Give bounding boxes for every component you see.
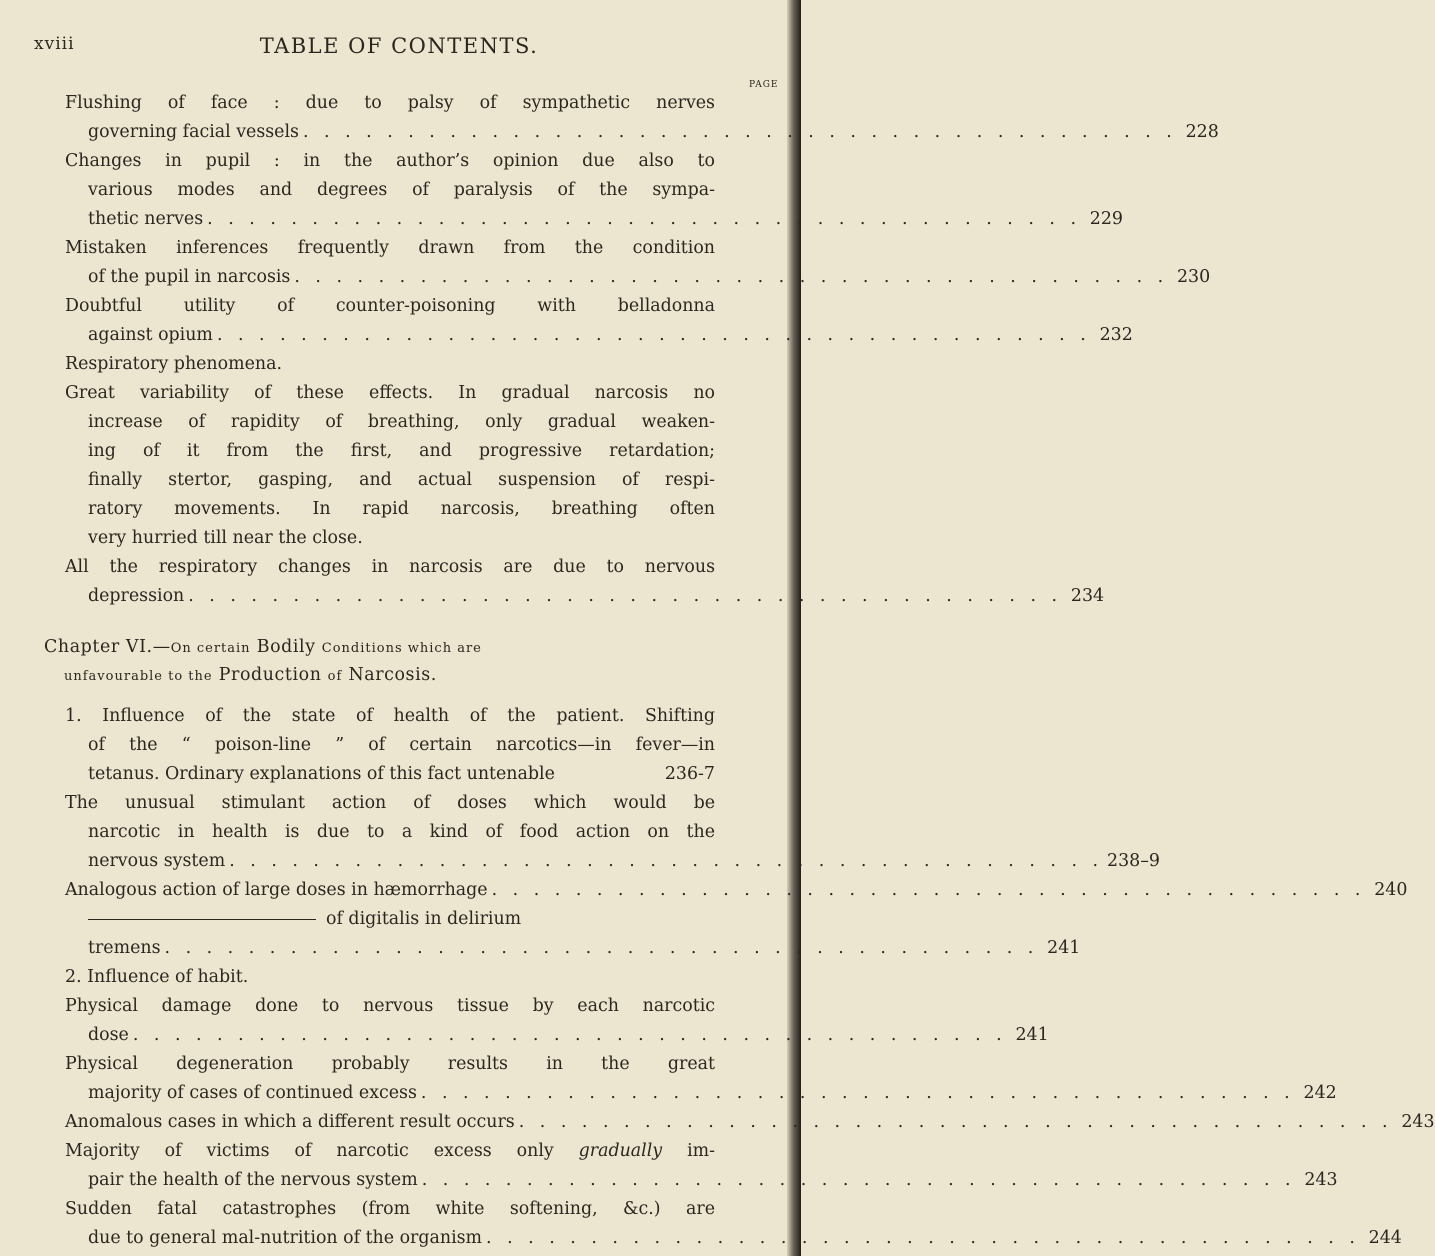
page-edge-shadow (787, 0, 801, 1256)
toc-entry-text: very hurried till near the close. (88, 528, 363, 548)
toc-entry[interactable]: pair the health of the nervous system . . . . . . . . . . . . . . . . . . . . . . . . . . . . . . . . . . . . . . . . . . 243 (88, 1165, 715, 1195)
toc-entry-text: 1. Influence of the state of health of the patient. Shifting (65, 706, 715, 726)
toc-entry-text: Majority of victims of narcotic excess only gradually im- (65, 1141, 716, 1161)
page-column-label: PAGE (749, 80, 779, 90)
toc-entry[interactable]: governing facial vessels . . . . . . . . . . . . . . . . . . . . . . . . . . . . . . . . . . . . . . . . . . 228 (88, 117, 715, 147)
toc-entry-text: Great variability of these effects. In gradual narcosis no (65, 383, 715, 403)
toc-entry-text: The unusual stimulant action of doses which would be (65, 793, 715, 813)
leader-dots: . . . . . . . . . . . . . . . . . . . . . . . . . . . . . . . . . . . . . . . . . . (486, 1228, 1360, 1248)
toc-entry-text: Doubtful utility of counter-poisoning with belladonna (65, 296, 715, 316)
page-number-roman: xviii (34, 34, 75, 54)
toc-entry[interactable]: majority of cases of continued excess . . . . . . . . . . . . . . . . . . . . . . . . . . . . . . . . . . . . . . . . . . 242 (88, 1078, 715, 1108)
toc-entry[interactable]: of the pupil in narcosis . . . . . . . . . . . . . . . . . . . . . . . . . . . . . . . . . . . . . . . . . . 230 (88, 262, 715, 292)
leader-dots: . . . . . . . . . . . . . . . . . . . . . . . . . . . . . . . . . . . . . . . . . . (229, 851, 1104, 871)
toc-entry[interactable]: due to general mal-nutrition of the organism . . . . . . . . . . . . . . . . . . . . . . . . . . . . . . . . . . . . . . . . . . 244 (88, 1223, 715, 1253)
page-number: 230 (1176, 267, 1211, 287)
page-number: 232 (1099, 325, 1133, 345)
chapter-heading-cont: unfavourable to the Production of Narcosis. (64, 665, 437, 685)
toc-entry[interactable]: thetic nerves . . . . . . . . . . . . . . . . . . . . . . . . . . . . . . . . . . . . . . . . . . 229 (88, 204, 715, 234)
leader-dots: . . . . . . . . . . . . . . . . . . . . . . . . . . . . . . . . . . . . . . . . . . (302, 122, 1177, 142)
toc-entry[interactable]: against opium . . . . . . . . . . . . . . . . . . . . . . . . . . . . . . . . . . . . . . . . . . 232 (88, 320, 715, 350)
running-head (34, 34, 764, 64)
toc-entry-ditto: of digitalis in delirium (88, 904, 715, 934)
leader-dots: . . . . . . . . . . . . . . . . . . . . . . . . . . . . . . . . . . . . . . . . . . (216, 325, 1091, 345)
section-heading: 2. Influence of habit. (65, 967, 249, 987)
page-number: 243 (1401, 1112, 1435, 1132)
toc-entry[interactable]: Anomalous cases in which a different result occurs . . . . . . . . . . . . . . . . . . . . . . . . . . . . . . . . . . . . . . . . . . 243 (65, 1107, 715, 1137)
leader-dots: . . . . . . . . . . . . . . . . . . . . . . . . . . . . . . . . . . . . . . . . . . (420, 1083, 1295, 1103)
page-number: 229 (1089, 209, 1123, 229)
toc-entry-text: ing of it from the first, and progressive retardation; (88, 441, 715, 461)
page-number: 244 (1368, 1228, 1402, 1248)
leader-dots: . . . . . . . . . . . . . . . . . . . . . . . . . . . . . . . . . . . . . . . . . . (421, 1170, 1296, 1190)
toc-entry[interactable]: nervous system . . . . . . . . . . . . . . . . . . . . . . . . . . . . . . . . . . . . . . . . . . 238–9 (88, 846, 715, 876)
section-heading: Respiratory phenomena. (65, 354, 282, 374)
leader-dots: . . . . . . . . . . . . . . . . . . . . . . . . . . . . . . . . . . . . . . . . . . (491, 880, 1366, 900)
toc-entry[interactable]: depression . . . . . . . . . . . . . . . . . . . . . . . . . . . . . . . . . . . . . . . . . . 234 (88, 581, 715, 611)
toc-entry-text: various modes and degrees of paralysis of the sympa- (88, 180, 715, 200)
leader-dots: . . . . . . . . . . . . . . . . . . . . . . . . . . . . . . . . . . . . . . . . . . (188, 586, 1063, 606)
page-title: TABLE OF CONTENTS. (259, 34, 539, 58)
page-number: 240 (1374, 880, 1408, 900)
ditto-rule (88, 919, 316, 920)
toc-entry-text: narcotic in health is due to a kind of food action on the (88, 822, 715, 842)
chapter-heading: Chapter VI.—On certain Bodily Conditions which are (44, 637, 482, 657)
leader-dots: . . . . . . . . . . . . . . . . . . . . . . . . . . . . . . . . . . . . . . . . . . (164, 938, 1039, 958)
page-number: 234 (1070, 586, 1105, 606)
page-number: 228 (1185, 122, 1219, 142)
toc-entry-text: Physical degeneration probably results in the great (65, 1054, 715, 1074)
toc-entry-text: Flushing of face : due to palsy of sympathetic nerves (65, 93, 715, 113)
page-number: 238–9 (1107, 851, 1160, 871)
toc-entry[interactable]: Analogous action of large doses in hæmorrhage . . . . . . . . . . . . . . . . . . . . . . . . . . . . . . . . . . . . . . . . . . 240 (65, 875, 715, 905)
toc-entry[interactable]: dose . . . . . . . . . . . . . . . . . . . . . . . . . . . . . . . . . . . . . . . . . . 241 (88, 1020, 715, 1050)
toc-entry-text: Physical damage done to nervous tissue by each narcotic (65, 996, 715, 1016)
toc-entry-text: increase of rapidity of breathing, only gradual weaken- (88, 412, 715, 432)
toc-entry-text: Sudden fatal catastrophes (from white softening, &c.) are (65, 1199, 715, 1219)
page-number: 241 (1015, 1025, 1049, 1045)
toc-entry-text: Mistaken inferences frequently drawn from the condition (65, 238, 715, 258)
toc-entry-text: of the “ poison-line ” of certain narcotics—in fever—in (88, 735, 715, 755)
toc-entry-text: All the respiratory changes in narcosis are due to nervous (65, 557, 715, 577)
page-number: 243 (1304, 1170, 1338, 1190)
page-number: 241 (1047, 938, 1081, 958)
toc-entry-text: finally stertor, gasping, and actual suspension of respi- (88, 470, 715, 490)
toc-entry[interactable]: tetanus. Ordinary explanations of this fact untenable 236-7 (88, 759, 715, 789)
toc-entry-text: ratory movements. In rapid narcosis, breathing often (88, 499, 715, 519)
leader-dots: . . . . . . . . . . . . . . . . . . . . . . . . . . . . . . . . . . . . . . . . . . (207, 209, 1081, 229)
leader-dots: . . . . . . . . . . . . . . . . . . . . . . . . . . . . . . . . . . . . . . . . . . (518, 1112, 1393, 1132)
leader-dots: . . . . . . . . . . . . . . . . . . . . . . . . . . . . . . . . . . . . . . . . . . (132, 1025, 1007, 1045)
toc-entry[interactable]: tremens . . . . . . . . . . . . . . . . . . . . . . . . . . . . . . . . . . . . . . . . . . 241 (88, 933, 715, 963)
leader-dots: . . . . . . . . . . . . . . . . . . . . . . . . . . . . . . . . . . . . . . . . . . (294, 267, 1169, 287)
toc-entry-text: Changes in pupil : in the author’s opinion due also to (65, 151, 715, 171)
page-number: 236-7 (664, 764, 715, 784)
page-number: 242 (1303, 1083, 1337, 1103)
